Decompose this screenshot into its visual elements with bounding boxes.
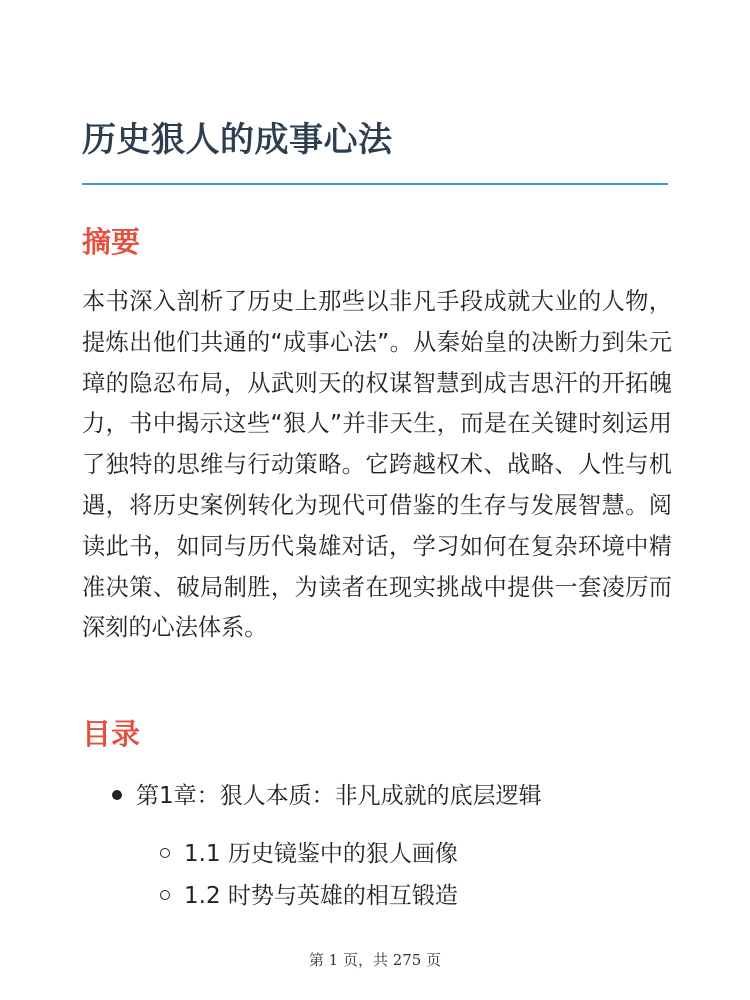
toc-item-chapter-1[interactable]: [112, 778, 542, 814]
document-title: 历史狠人的成事心法: [82, 120, 393, 160]
toc-subitem-label: 1.1 历史镜鉴中的狠人画像: [184, 841, 458, 867]
summary-heading: 摘要: [82, 225, 141, 259]
bullet-disc-icon: [112, 790, 122, 800]
toc-subitem-label: 1.2 时势与英雄的相互锻造: [184, 883, 458, 909]
bullet-circle-icon: [160, 890, 170, 900]
toc-item-section-1-1[interactable]: [160, 836, 458, 872]
summary-text: 本书深入剖析了历史上那些以非凡手段成就大业的人物，提炼出他们共通的“成事心法”。从秦始皇的决断力到朱元璋的隐忍布局，从武则天的权谋智慧到成吉思汗的开拓魄力，书中揭示这些“狠人”并非天生，而是在关键时刻运用了独特的思维与行动策略。它跨越权术、战略、人性与机遇，将历史案例转化为现代可借鉴的生存与发展智慧。阅读此书，如同与历代枭雄对话，学习如何在复杂环境中精准决策、破局制胜，为读者在现实挑战中提供一套凌厉而深刻的心法体系。: [82, 288, 672, 642]
toc-item-label: 第1章：狠人本质：非凡成就的底层逻辑: [136, 783, 542, 809]
bullet-circle-icon: [160, 848, 170, 858]
page-number: 第 1 页，共 275 页: [308, 951, 442, 969]
title-divider: [82, 183, 668, 185]
toc-heading: 目录: [82, 717, 141, 751]
toc-item-section-1-2[interactable]: [160, 878, 458, 914]
